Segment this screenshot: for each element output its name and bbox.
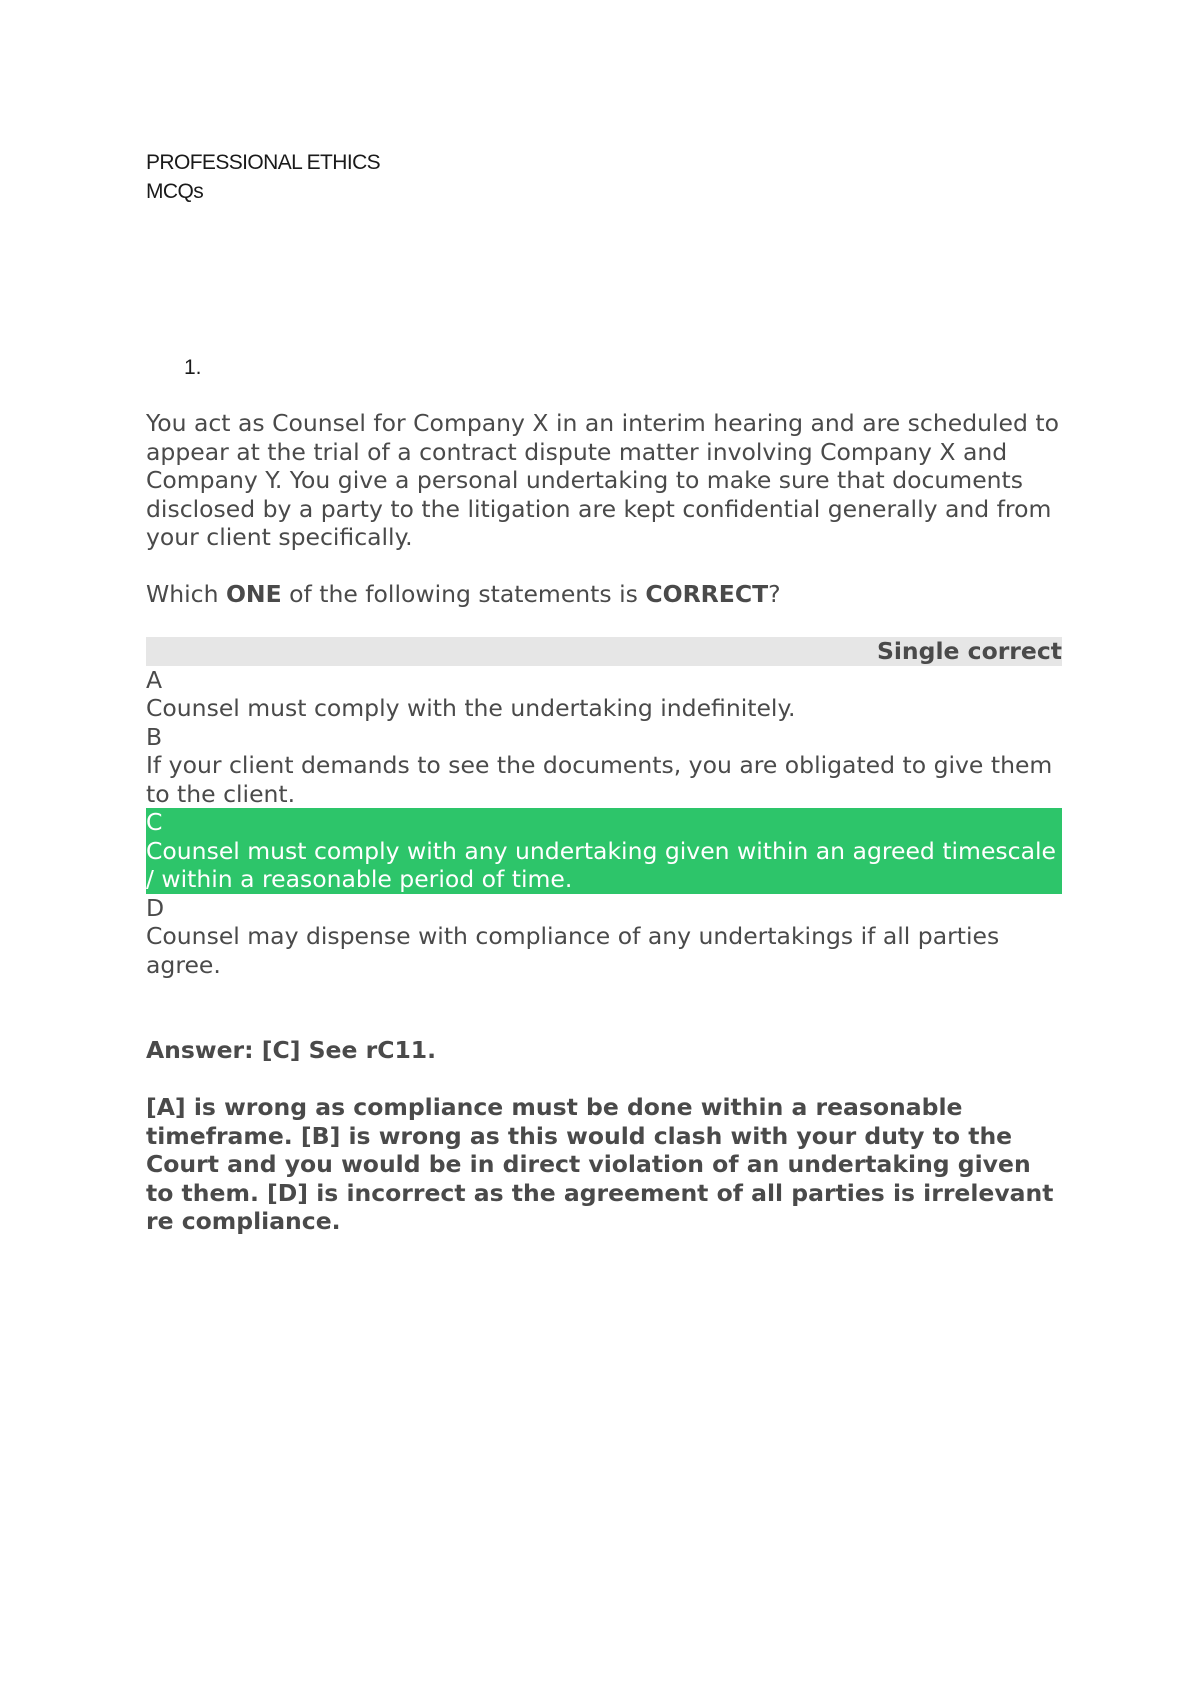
question-number: 1. xyxy=(184,356,202,379)
prompt-suffix: ? xyxy=(768,580,781,608)
document-header xyxy=(146,148,380,206)
option-d xyxy=(146,894,1062,980)
option-text: Counsel may dispense with compliance of any undertakings if all parties agree. xyxy=(146,922,1000,979)
option-a xyxy=(146,666,1062,723)
option-b xyxy=(146,723,1062,809)
question-stem: You act as Counsel for Company X in an interim hearing and are scheduled to appear at the trial of a contract dispute matter involving Company X and Company Y. You give a personal undertaking to make sure that documents disclosed by a party to the litigation are kept confidential generally and from your client specifically. xyxy=(146,409,1059,551)
prompt-emphasis-one: ONE xyxy=(225,580,282,608)
option-text: Counsel must comply with the undertaking indefinitely. xyxy=(146,694,796,722)
prompt-prefix: Which xyxy=(146,580,226,608)
option-text: If your client demands to see the documents, you are obligated to give them to the client. xyxy=(146,751,1053,808)
question-prompt xyxy=(146,580,1062,609)
option-letter: A xyxy=(146,665,163,694)
prompt-emphasis-correct: CORRECT xyxy=(645,580,769,608)
option-letter: C xyxy=(146,808,163,836)
answer-line: Answer: [C] See rC11. xyxy=(146,1036,437,1064)
prompt-middle: of the following statements is xyxy=(281,580,646,608)
option-c-correct xyxy=(146,808,1062,894)
option-letter: B xyxy=(146,722,163,751)
question-type-label: Single correct xyxy=(146,637,1062,666)
question-block xyxy=(146,409,1062,1236)
option-letter: D xyxy=(146,893,165,922)
document-subtitle: MCQs xyxy=(146,180,204,203)
answer-explanation: [A] is wrong as compliance must be done within a reasonable timeframe. [B] is wrong as this would clash with your duty to the Court and you would be in direct violation of an undertaking given to them. [D] is incorrect as the agreement of all parties is irrelevant re compliance. xyxy=(146,1093,1054,1235)
document-title: PROFESSIONAL ETHICS xyxy=(146,151,381,174)
option-text: Counsel must comply with any undertaking given within an agreed timescale / within a reasonable period of time. xyxy=(146,836,1056,893)
